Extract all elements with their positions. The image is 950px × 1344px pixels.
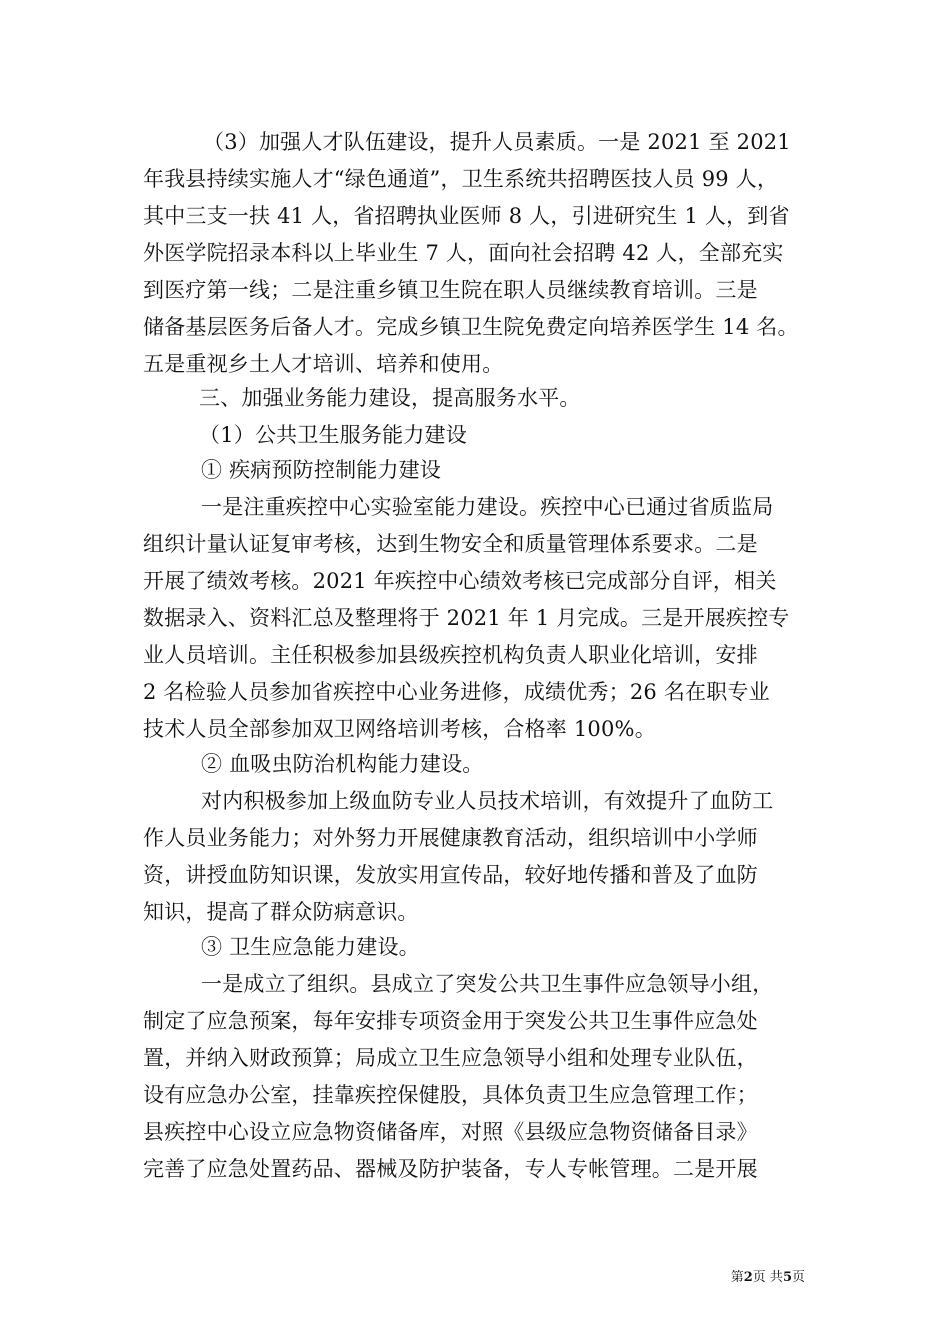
text-line: 其中三支一扶 41 人，省招聘执业医师 8 人，引进研究生 1 人，到省 <box>143 204 790 228</box>
text-line: 年我县持续实施人才“绿色通道”，卫生系统共招聘医技人员 99 人， <box>143 167 779 191</box>
footer-middle: 页 共 <box>752 1270 783 1285</box>
text-line: 资，讲授血防知识课，发放实用宣传品，较好地传播和普及了血防 <box>143 863 758 887</box>
text-line: 一是成立了组织。县成立了突发公共卫生事件应急领导小组， <box>201 972 774 996</box>
text-line: 到医疗第一线；二是注重乡镇卫生院在职人员继续教育培训。三是 <box>143 278 758 302</box>
footer-prefix: 第 <box>730 1270 744 1285</box>
text-line: 储备基层医务后备人才。完成乡镇卫生院免费定向培养医学生 14 名。 <box>143 315 799 339</box>
text-line: 数据录入、资料汇总及整理将于 2021 年 1 月完成。三是开展疾控专 <box>143 606 790 630</box>
text-line: 完善了应急处置药品、器械及防护装备，专人专帐管理。二是开展 <box>143 1157 758 1181</box>
text-line: 设有应急办公室，挂靠疾控保健股，具体负责卫生应急管理工作； <box>143 1083 758 1107</box>
text-line: 外医学院招录本科以上毕业生 7 人，面向社会招聘 42 人，全部充实 <box>143 241 784 265</box>
text-line: 制定了应急预案，每年安排专项资金用于突发公共卫生事件应急处 <box>143 1009 758 1033</box>
total-page-number: 5 <box>782 1270 792 1285</box>
text-line: 县疾控中心设立应急物资储备库，对照《县级应急物资储备目录》 <box>143 1120 758 1144</box>
text-line: （3）加强人才队伍建设，提升人员素质。一是 2021 至 2021 <box>203 130 791 154</box>
text-line: 作人员业务能力；对外努力开展健康教育活动，组织培训中小学师 <box>143 826 758 850</box>
text-line: 技术人员全部参加双卫网络培训考核，合格率 100%。 <box>143 717 656 741</box>
text-line: 知识，提高了群众防病意识。 <box>143 900 419 924</box>
page-footer <box>731 1270 805 1286</box>
text-line: 置，并纳入财政预算；局成立卫生应急领导小组和处理专业队伍， <box>143 1046 758 1070</box>
footer-suffix: 页 <box>791 1270 805 1285</box>
text-line: 开展了绩效考核。2021 年疾控中心绩效考核已完成部分自评，相关 <box>143 569 777 593</box>
subsection-heading: （1）公共卫生服务能力建设 <box>199 423 467 447</box>
text-line: 对内积极参加上级血防专业人员技术培训，有效提升了血防工 <box>201 789 774 813</box>
item-heading: ① 疾病预防控制能力建设 <box>201 458 442 482</box>
current-page-number: 2 <box>743 1270 753 1285</box>
text-line: 业人员培训。主任积极参加县级疾控机构负责人职业化培训，安排 <box>143 643 758 667</box>
text-line: 2 名检验人员参加省疾控中心业务进修，成绩优秀；26 名在职专业 <box>143 680 770 704</box>
text-line: 组织计量认证复审考核，达到生物安全和质量管理体系要求。二是 <box>143 532 758 556</box>
item-heading: ③ 卫生应急能力建设。 <box>201 935 420 959</box>
text-line: 一是注重疾控中心实验室能力建设。疾控中心已通过省质监局 <box>201 495 774 519</box>
section-heading: 三、加强业务能力建设，提高服务水平。 <box>199 386 581 410</box>
text-line: 五是重视乡土人才培训、培养和使用。 <box>143 352 504 376</box>
item-heading: ② 血吸虫防治机构能力建设。 <box>201 752 484 776</box>
